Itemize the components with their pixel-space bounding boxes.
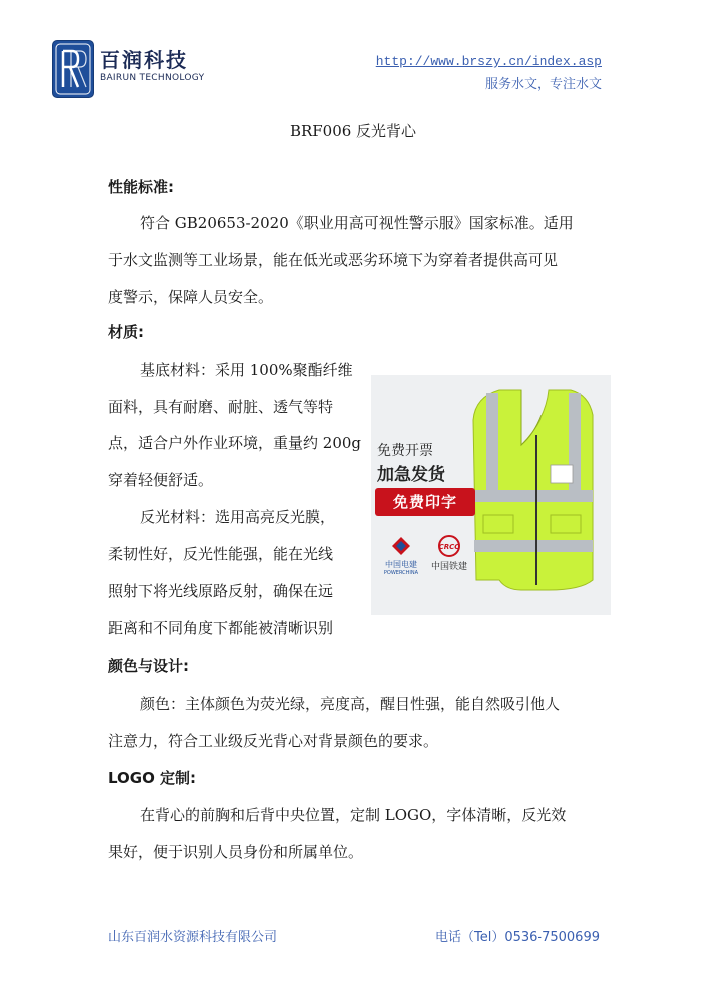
heading-material: 材质: [108,323,144,341]
brand-crcc [423,535,475,572]
website-link[interactable]: http://www.brszy.cn/index.asp [375,54,602,69]
company-name-en: BAIRUN TECHNOLOGY [100,73,205,83]
paragraph-line: 果好，便于识别人员身份和所属单位。 [108,843,364,861]
promo-free-printing: 免费印字 [375,488,475,516]
vest-stripe [486,393,498,493]
page-header [52,40,602,100]
brand-powerchina-name: 中国电建 [385,560,417,569]
paragraph-line: 距离和不同角度下都能被清晰识别 [108,619,334,637]
document-title: BRF006 反光背心 [289,122,417,140]
slogan: 服务水文，专注水文 [484,77,602,92]
heading-color-design: 颜色与设计: [108,657,189,675]
paragraph-line: 柔韧性好，反光性能强，能在光线 [108,545,334,563]
paragraph-line: 于水文监测等工业场景，能在低光或恶劣环境下为穿着者提供高可见 [108,251,559,269]
heading-logo-custom: LOGO 定制: [108,769,197,787]
promo-free-invoice: 免费开票 [377,443,433,459]
heading-performance: 性能标准: [108,178,174,196]
footer-phone: 电话（Tel）0536-7500699 [434,930,600,945]
vest-pocket [551,465,573,483]
vest-stripe [474,540,593,552]
paragraph-line: 在背心的前胸和后背中央位置，定制 LOGO，字体清晰，反光效 [140,806,567,824]
paragraph-line: 反光材料：选用高亮反光膜， [140,508,336,526]
powerchina-logo-icon [390,535,412,557]
paragraph-line: 穿着轻便舒适。 [108,471,214,489]
brand-powerchina [377,535,425,576]
crcc-logo-text: CRCC [438,543,460,551]
paragraph-line: 点，适合户外作业环境，重量约 200g [108,434,362,452]
crcc-logo-icon [434,535,464,557]
paragraph-line: 基底材料：采用 100%聚酯纤维 [140,361,353,379]
company-logo [52,40,94,98]
brand-powerchina-name-en: POWERCHINA [383,570,419,576]
company-name: 百润科技 [100,48,188,72]
paragraph-line: 照射下将光线原路反射，确保在远 [108,582,334,600]
promo-urgent-shipping: 加急发货 [377,465,445,485]
paragraph-line: 颜色：主体颜色为荧光绿，亮度高，醒目性强，能自然吸引他人 [140,695,561,713]
paragraph-line: 度警示，保障人员安全。 [108,288,274,306]
footer-company: 山东百润水资源科技有限公司 [108,930,278,945]
paragraph-line: 面料，具有耐磨、耐脏、透气等特 [108,398,334,416]
paragraph-line: 注意力，符合工业级反光背心对背景颜色的要求。 [108,732,439,750]
paragraph-line: 符合 GB20653-2020《职业用高可视性警示服》国家标准。适用 [140,214,574,232]
brand-crcc-name: 中国铁建 [430,562,467,572]
product-photo [371,375,611,615]
